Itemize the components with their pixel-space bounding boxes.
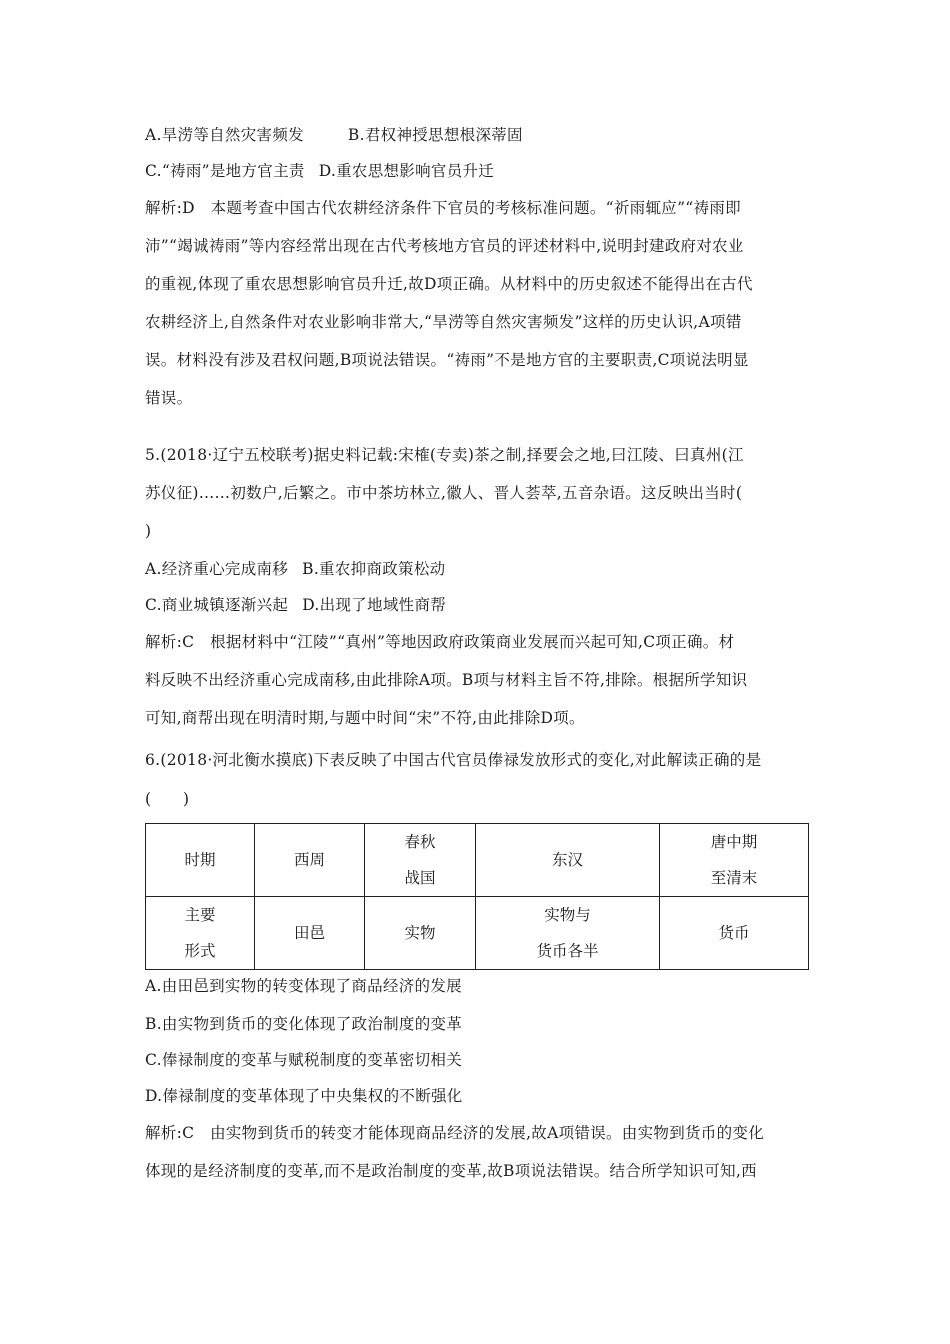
q4-analysis-line: 解析:D 本题考查中国古代农耕经济条件下官员的考核标准问题。“祈雨辄应”“祷雨即 [145,199,741,217]
table-cell [146,824,255,897]
q6-option-c: C.俸禄制度的变革与赋税制度的变革密切相关 [145,1051,463,1069]
q5-stem-line: 5.(2018·辽宁五校联考)据史料记载:宋榷(专卖)茶之制,择要会之地,曰江陵、曰真州(江 [145,446,744,464]
table-cell [255,897,365,970]
table-cell [660,897,809,970]
q6-option-d: D.俸禄制度的变革体现了中央集权的不断强化 [145,1087,463,1105]
cell-text: 东汉 [551,851,583,869]
cell-text: 时期 [184,851,216,869]
q4-options-row-1 [145,124,810,146]
q5-analysis-line: 解析:C 根据材料中“江陵”“真州”等地因政府政策商业发展而兴起可知,C项正确。材 [145,633,735,651]
q6-analysis-line: 解析:C 由实物到货币的转变才能体现商品经济的发展,故A项错误。由实物到货币的变化 [145,1124,765,1142]
q5-option-d: D.出现了地域性商帮 [302,596,447,614]
q4-analysis-line: 沛”“竭诚祷雨”等内容经常出现在古代考核地方官员的评述材料中,说明封建政府对农业 [145,237,744,255]
cell-text-line: 至清末 [710,869,758,887]
q4-analysis-line: 的重视,体现了重农思想影响官员升迁,故D项正确。从材料中的历史叙述不能得出在古代 [145,275,753,293]
q5-options-row-2 [145,594,810,616]
cell-text-line: 主要 [184,906,216,924]
table-cell [365,824,476,897]
q6-stem-line: 6.(2018·河北衡水摸底)下表反映了中国古代官员俸禄发放形式的变化,对此解读正确的是 [145,751,762,769]
q4-option-a: A.旱涝等自然灾害频发 [145,126,304,144]
table-cell [476,824,660,897]
cell-text: 实物 [404,924,436,942]
q6-stem-line: ( ) [145,790,190,808]
q4-analysis-line: 农耕经济上,自然条件对农业影响非常大,“旱涝等自然灾害频发”这样的历史认识,A项错 [145,313,742,331]
q6-option-a: A.由田邑到实物的转变体现了商品经济的发展 [145,977,462,995]
cell-text: 货币 [718,924,750,942]
cell-text: 田邑 [293,924,325,942]
q5-option-c: C.商业城镇逐渐兴起 [145,596,289,614]
q5-analysis-line: 可知,商帮出现在明清时期,与题中时间“宋”不符,由此排除D项。 [145,709,585,727]
q5-analysis-line: 料反映不出经济重心完成南移,由此排除A项。B项与材料主旨不符,排除。根据所学知识 [145,671,748,689]
cell-text-line: 形式 [184,942,216,960]
table-header-row [146,824,809,897]
q4-analysis-line: 错误。 [145,389,193,407]
q6-analysis-line: 体现的是经济制度的变革,而不是政治制度的变革,故B项说法错误。结合所学知识可知,西 [145,1162,757,1180]
q4-analysis-line: 误。材料没有涉及君权问题,B项说法错误。“祷雨”不是地方官的主要职责,C项说法明显 [145,351,749,369]
cell-text-line: 战国 [404,869,436,887]
q4-option-b: B.君权神授思想根深蒂固 [347,126,523,144]
q5-options-row-1 [145,558,810,580]
q5-stem-line: 苏仪征)……初数户,后繁之。市中茶坊林立,徽人、晋人荟萃,五音杂语。这反映出当时( [145,484,743,502]
q4-option-d: D.重农思想影响官员升迁 [318,162,495,180]
table-cell [660,824,809,897]
q4-option-c: C.“祷雨”是地方官主责 [145,162,305,180]
table-cell [146,897,255,970]
table-row [146,897,809,970]
cell-text-line: 货币各半 [536,942,599,960]
q5-option-b: B.重农抑商政策松动 [302,560,446,578]
cell-text: 西周 [293,851,325,869]
table-cell [476,897,660,970]
cell-text-line: 唐中期 [710,833,758,851]
cell-text-line: 春秋 [404,833,436,851]
table-cell [365,897,476,970]
table-cell [255,824,365,897]
q4-options-row-2 [145,160,810,182]
q5-option-a: A.经济重心完成南移 [145,560,289,578]
cell-text-line: 实物与 [544,906,591,924]
q5-stem-line: ) [145,522,152,540]
q6-option-b: B.由实物到货币的变化体现了政治制度的变革 [145,1015,463,1033]
salary-form-table [145,823,808,970]
